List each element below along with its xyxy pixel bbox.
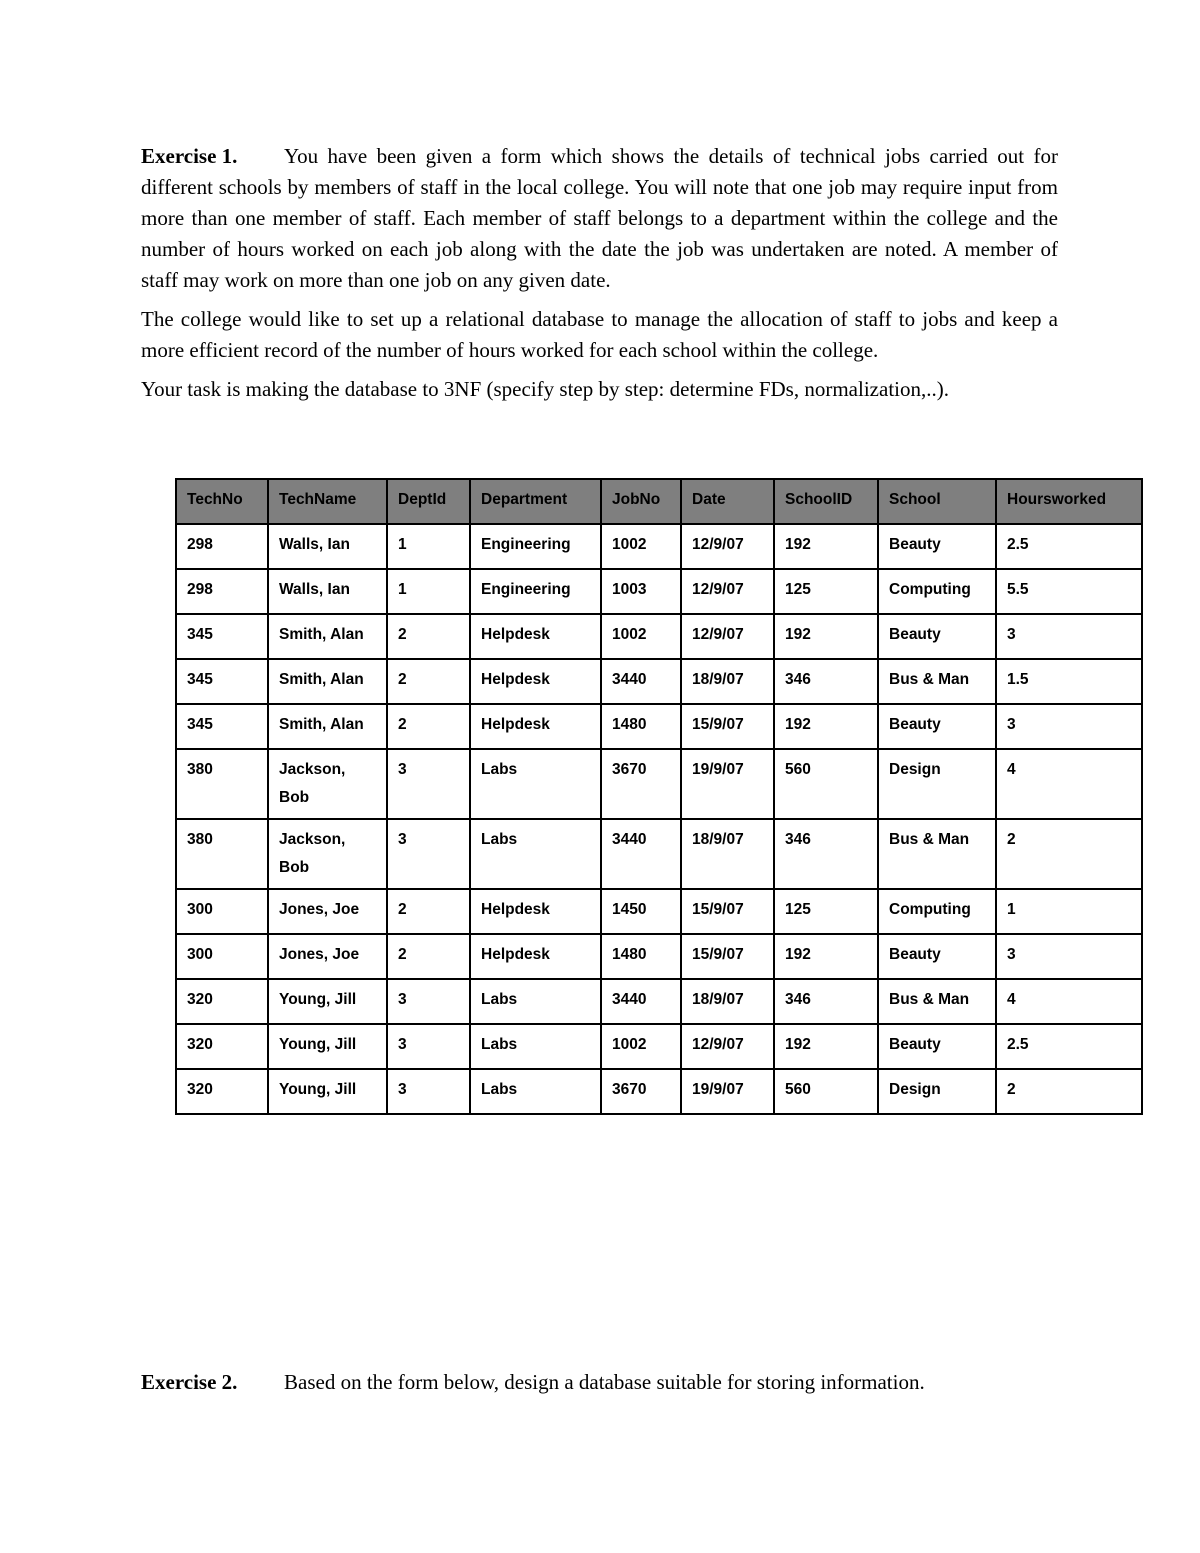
cell-schoolid: 192 — [774, 524, 878, 569]
cell-techname: Jackson, Bob — [268, 749, 387, 819]
cell-hoursworked: 2.5 — [996, 524, 1142, 569]
cell-school: Design — [878, 749, 996, 819]
cell-hoursworked: 2 — [996, 1069, 1142, 1114]
cell-jobno: 3440 — [601, 819, 681, 889]
cell-department: Helpdesk — [470, 704, 601, 749]
cell-department: Labs — [470, 1024, 601, 1069]
cell-hoursworked: 1.5 — [996, 659, 1142, 704]
cell-school: Beauty — [878, 524, 996, 569]
cell-hoursworked: 3 — [996, 934, 1142, 979]
cell-jobno: 3670 — [601, 749, 681, 819]
cell-techname: Walls, Ian — [268, 524, 387, 569]
cell-techname: Jackson, Bob — [268, 819, 387, 889]
cell-techno: 298 — [176, 569, 268, 614]
cell-techno: 380 — [176, 749, 268, 819]
cell-techname: Smith, Alan — [268, 659, 387, 704]
cell-techname: Young, Jill — [268, 1024, 387, 1069]
cell-schoolid: 346 — [774, 819, 878, 889]
cell-deptid: 3 — [387, 749, 470, 819]
cell-deptid: 3 — [387, 979, 470, 1024]
cell-date: 15/9/07 — [681, 889, 774, 934]
table-row — [176, 659, 1142, 704]
cell-department: Helpdesk — [470, 614, 601, 659]
cell-techno: 345 — [176, 704, 268, 749]
cell-techno: 345 — [176, 614, 268, 659]
cell-school: Beauty — [878, 614, 996, 659]
table-row — [176, 524, 1142, 569]
cell-department: Engineering — [470, 569, 601, 614]
cell-school: Beauty — [878, 1024, 996, 1069]
cell-school: Beauty — [878, 704, 996, 749]
cell-date: 12/9/07 — [681, 1024, 774, 1069]
cell-department: Labs — [470, 819, 601, 889]
cell-techname: Smith, Alan — [268, 614, 387, 659]
exercise-2-section — [141, 1367, 925, 1398]
cell-techno: 320 — [176, 979, 268, 1024]
cell-date: 12/9/07 — [681, 524, 774, 569]
cell-date: 18/9/07 — [681, 659, 774, 704]
cell-deptid: 3 — [387, 1069, 470, 1114]
table-row — [176, 934, 1142, 979]
exercise-2-label: Exercise 2. — [141, 1370, 238, 1394]
cell-hoursworked: 1 — [996, 889, 1142, 934]
cell-schoolid: 125 — [774, 569, 878, 614]
cell-techname: Jones, Joe — [268, 889, 387, 934]
table-row — [176, 1024, 1142, 1069]
cell-techname: Young, Jill — [268, 1069, 387, 1114]
cell-schoolid: 346 — [774, 979, 878, 1024]
cell-date: 19/9/07 — [681, 749, 774, 819]
header-jobno: JobNo — [601, 479, 681, 524]
cell-deptid: 2 — [387, 614, 470, 659]
cell-schoolid: 125 — [774, 889, 878, 934]
cell-hoursworked: 3 — [996, 614, 1142, 659]
header-schoolid: SchoolID — [774, 479, 878, 524]
exercise-1-section — [141, 141, 1058, 405]
cell-schoolid: 346 — [774, 659, 878, 704]
cell-techname: Walls, Ian — [268, 569, 387, 614]
cell-deptid: 3 — [387, 1024, 470, 1069]
cell-jobno: 3670 — [601, 1069, 681, 1114]
table-row — [176, 1069, 1142, 1114]
cell-schoolid: 192 — [774, 934, 878, 979]
cell-department: Labs — [470, 979, 601, 1024]
header-school: School — [878, 479, 996, 524]
table-row — [176, 704, 1142, 749]
cell-techno: 380 — [176, 819, 268, 889]
cell-department: Helpdesk — [470, 659, 601, 704]
cell-school: Computing — [878, 889, 996, 934]
cell-deptid: 1 — [387, 569, 470, 614]
cell-jobno: 1002 — [601, 1024, 681, 1069]
cell-schoolid: 192 — [774, 1024, 878, 1069]
exercise-1-task: Your task is making the database to 3NF (specify step by step: determine FDs, normalization,..). — [141, 377, 949, 401]
cell-department: Labs — [470, 1069, 601, 1114]
cell-date: 18/9/07 — [681, 979, 774, 1024]
cell-date: 19/9/07 — [681, 1069, 774, 1114]
cell-school: Computing — [878, 569, 996, 614]
cell-deptid: 3 — [387, 819, 470, 889]
cell-deptid: 2 — [387, 889, 470, 934]
cell-date: 15/9/07 — [681, 934, 774, 979]
cell-techno: 298 — [176, 524, 268, 569]
cell-techno: 320 — [176, 1069, 268, 1114]
cell-schoolid: 560 — [774, 749, 878, 819]
cell-jobno: 1003 — [601, 569, 681, 614]
table-row — [176, 749, 1142, 819]
cell-jobno: 3440 — [601, 979, 681, 1024]
table-row — [176, 889, 1142, 934]
exercise-1-paragraph-1 — [141, 141, 1058, 296]
header-deptid: DeptId — [387, 479, 470, 524]
cell-department: Labs — [470, 749, 601, 819]
table-row — [176, 979, 1142, 1024]
cell-schoolid: 192 — [774, 704, 878, 749]
exercise-1-intro-text: You have been given a form which shows the details of technical jobs carried out for different schools by members of staff in the local college. You will note that one job may require input from more than one member of staff. Each member of staff belongs to a department within the college and the number of hours worked on each job along with the date the job was undertaken are noted. A member of staff may work on more than one job on any given date. — [141, 144, 1058, 292]
table-row — [176, 569, 1142, 614]
cell-hoursworked: 4 — [996, 979, 1142, 1024]
cell-jobno: 1002 — [601, 614, 681, 659]
cell-department: Helpdesk — [470, 934, 601, 979]
cell-jobno: 1480 — [601, 934, 681, 979]
cell-date: 18/9/07 — [681, 819, 774, 889]
cell-deptid: 1 — [387, 524, 470, 569]
table-body — [176, 524, 1142, 1114]
cell-techno: 300 — [176, 889, 268, 934]
cell-hoursworked: 3 — [996, 704, 1142, 749]
cell-date: 12/9/07 — [681, 614, 774, 659]
table-header-row — [176, 479, 1142, 524]
cell-jobno: 1002 — [601, 524, 681, 569]
cell-techname: Jones, Joe — [268, 934, 387, 979]
cell-deptid: 2 — [387, 934, 470, 979]
cell-hoursworked: 5.5 — [996, 569, 1142, 614]
header-techno: TechNo — [176, 479, 268, 524]
cell-department: Engineering — [470, 524, 601, 569]
table-row — [176, 819, 1142, 889]
header-department: Department — [470, 479, 601, 524]
cell-schoolid: 192 — [774, 614, 878, 659]
header-hoursworked: Hoursworked — [996, 479, 1142, 524]
header-date: Date — [681, 479, 774, 524]
cell-jobno: 1480 — [601, 704, 681, 749]
exercise-2-text: Based on the form below, design a database suitable for storing information. — [284, 1370, 925, 1394]
exercise-1-label: Exercise 1. — [141, 144, 238, 168]
cell-school: Beauty — [878, 934, 996, 979]
cell-deptid: 2 — [387, 659, 470, 704]
exercise-1-paragraph-2: The college would like to set up a relational database to manage the allocation of staff to jobs and keep a more efficient record of the number of hours worked for each school within the college. — [141, 307, 1058, 362]
cell-school: Bus & Man — [878, 659, 996, 704]
technical-jobs-table — [175, 478, 1143, 1115]
header-techname: TechName — [268, 479, 387, 524]
cell-hoursworked: 2 — [996, 819, 1142, 889]
cell-jobno: 1450 — [601, 889, 681, 934]
cell-schoolid: 560 — [774, 1069, 878, 1114]
cell-techno: 300 — [176, 934, 268, 979]
cell-techno: 320 — [176, 1024, 268, 1069]
cell-jobno: 3440 — [601, 659, 681, 704]
cell-techno: 345 — [176, 659, 268, 704]
cell-date: 12/9/07 — [681, 569, 774, 614]
cell-hoursworked: 4 — [996, 749, 1142, 819]
cell-school: Design — [878, 1069, 996, 1114]
cell-date: 15/9/07 — [681, 704, 774, 749]
cell-department: Helpdesk — [470, 889, 601, 934]
table-row — [176, 614, 1142, 659]
cell-techname: Smith, Alan — [268, 704, 387, 749]
cell-hoursworked: 2.5 — [996, 1024, 1142, 1069]
cell-deptid: 2 — [387, 704, 470, 749]
cell-school: Bus & Man — [878, 819, 996, 889]
cell-school: Bus & Man — [878, 979, 996, 1024]
cell-techname: Young, Jill — [268, 979, 387, 1024]
